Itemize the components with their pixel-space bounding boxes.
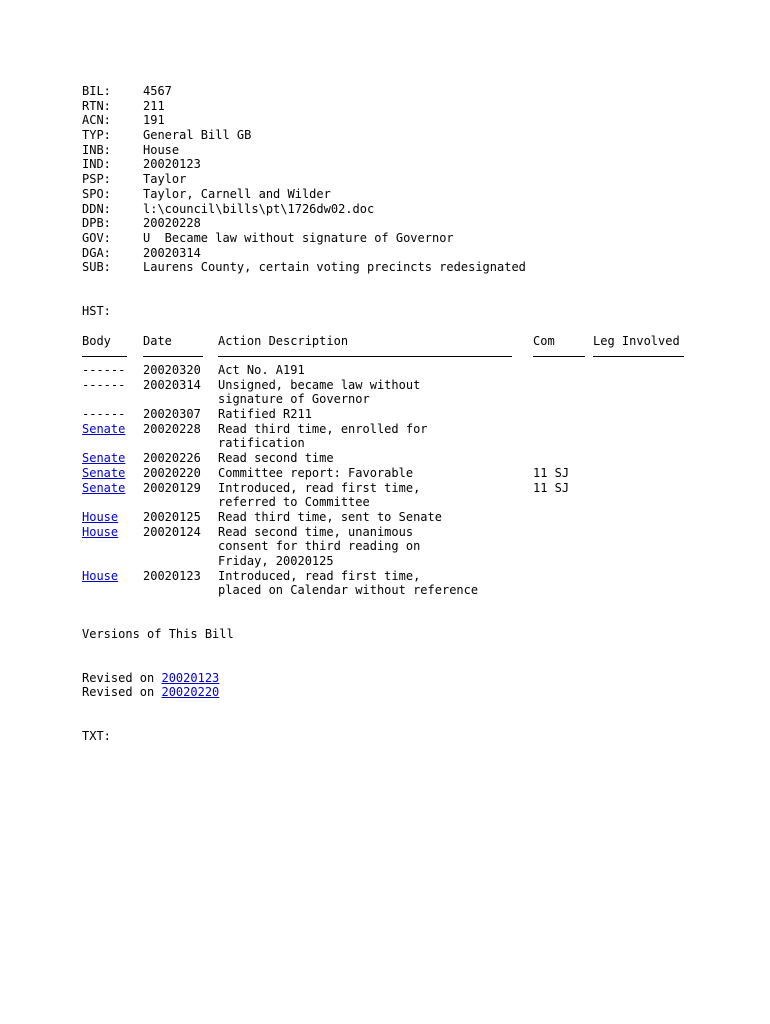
body-link[interactable]: House <box>82 568 119 583</box>
history-date: 20020320 <box>143 363 201 377</box>
field-key: DPB: <box>82 216 111 231</box>
header-action: Action Description <box>218 333 349 348</box>
header-com: Com <box>533 333 555 348</box>
field-key: IND: <box>82 157 111 172</box>
field-key: SUB: <box>82 260 111 275</box>
history-action: Read second time, unanimous <box>218 524 414 539</box>
body-link[interactable]: Senate <box>82 465 126 480</box>
history-com: 11 SJ <box>533 465 570 480</box>
history-date: 20020228 <box>143 421 201 436</box>
history-row <box>82 451 770 466</box>
history-date: 20020124 <box>143 524 201 539</box>
version-prefix: Revised on <box>82 670 162 685</box>
field-value: Taylor, Carnell and Wilder <box>143 186 331 201</box>
history-action: referred to Committee <box>218 495 370 510</box>
version-link[interactable]: 20020123 <box>161 670 220 685</box>
field-value: U Became law without signature of Governor <box>143 230 454 245</box>
header-body: Body <box>82 333 111 348</box>
divider <box>533 356 585 357</box>
field-key: GOV: <box>82 230 111 245</box>
history-action: Read second time <box>218 451 334 466</box>
field-value: 211 <box>143 98 165 113</box>
field-value: 20020123 <box>143 157 201 172</box>
divider <box>82 356 127 357</box>
history-action: Read third time, enrolled for <box>218 421 428 436</box>
field-row <box>82 113 770 128</box>
bill-fields <box>82 84 770 275</box>
history-date: 20020220 <box>143 465 201 480</box>
history-date: 20020314 <box>143 377 201 392</box>
version-link[interactable]: 20020220 <box>161 685 220 700</box>
versions-list <box>82 671 770 700</box>
field-value: General Bill GB <box>143 128 252 143</box>
field-key: ACN: <box>82 113 111 128</box>
field-value: House <box>143 142 180 157</box>
history-date: 20020307 <box>143 407 201 422</box>
field-key: DDN: <box>82 201 111 216</box>
field-row <box>82 84 770 99</box>
field-row <box>82 202 770 217</box>
header-leg: Leg Involved <box>593 333 680 348</box>
field-key: BIL: <box>82 84 111 98</box>
history-table <box>82 363 770 598</box>
field-key: TYP: <box>82 128 111 143</box>
versions-title: Versions of This Bill <box>82 627 234 642</box>
field-row <box>82 246 770 261</box>
header-underlines <box>82 348 770 363</box>
field-row <box>82 260 770 275</box>
history-row <box>82 525 770 569</box>
history-action: Ratified R211 <box>218 407 312 422</box>
body-text: ------ <box>82 377 126 392</box>
history-date: 20020226 <box>143 451 201 466</box>
body-link[interactable]: House <box>82 509 119 524</box>
txt-label: TXT: <box>82 729 111 744</box>
body-link[interactable]: Senate <box>82 421 126 436</box>
divider <box>593 356 684 357</box>
history-row <box>82 569 770 598</box>
hst-label: HST: <box>82 303 111 318</box>
history-action: Introduced, read first time, <box>218 568 421 583</box>
field-row <box>82 128 770 143</box>
version-prefix: Revised on <box>82 685 162 700</box>
field-value: 20020314 <box>143 245 201 260</box>
field-key: PSP: <box>82 172 111 187</box>
field-key: DGA: <box>82 245 111 260</box>
body-text: ------ <box>82 363 126 377</box>
history-action: consent for third reading on <box>218 539 421 554</box>
history-row <box>82 407 770 422</box>
field-key: INB: <box>82 142 111 157</box>
history-row <box>82 481 770 510</box>
body-link[interactable]: House <box>82 524 119 539</box>
history-row <box>82 378 770 407</box>
body-link[interactable]: Senate <box>82 480 126 495</box>
history-action: Act No. A191 <box>218 363 305 377</box>
history-action: Friday, 20020125 <box>218 554 334 568</box>
history-action: Unsigned, became law without <box>218 377 421 392</box>
history-action: ratification <box>218 436 305 451</box>
field-value: 191 <box>143 113 165 128</box>
divider <box>218 356 512 357</box>
field-row <box>82 99 770 114</box>
history-date: 20020123 <box>143 568 201 583</box>
history-com: 11 SJ <box>533 480 570 495</box>
history-row <box>82 363 770 378</box>
history-header <box>82 334 770 349</box>
history-action: placed on Calendar without reference <box>218 583 479 598</box>
bill-document <box>82 84 770 744</box>
history-row <box>82 510 770 525</box>
field-row <box>82 231 770 246</box>
field-value: 20020228 <box>143 216 201 231</box>
history-action: Introduced, read first time, <box>218 480 421 495</box>
field-value: Laurens County, certain voting precincts redesignated <box>143 260 526 275</box>
field-row <box>82 143 770 158</box>
field-row <box>82 172 770 187</box>
field-row <box>82 216 770 231</box>
field-row <box>82 187 770 202</box>
field-key: SPO: <box>82 186 111 201</box>
field-value: Taylor <box>143 172 187 187</box>
history-row <box>82 422 770 451</box>
body-text: ------ <box>82 407 126 422</box>
version-row <box>82 671 770 686</box>
body-link[interactable]: Senate <box>82 451 126 466</box>
field-value: l:\council\bills\pt\1726dw02.doc <box>143 201 375 216</box>
history-row <box>82 466 770 481</box>
field-row <box>82 157 770 172</box>
version-row <box>82 685 770 700</box>
field-value: 4567 <box>143 84 172 98</box>
history-action: signature of Governor <box>218 392 370 407</box>
history-date: 20020125 <box>143 509 201 524</box>
field-key: RTN: <box>82 98 111 113</box>
header-date: Date <box>143 333 172 348</box>
history-action: Read third time, sent to Senate <box>218 509 442 524</box>
history-date: 20020129 <box>143 480 201 495</box>
history-action: Committee report: Favorable <box>218 465 414 480</box>
divider <box>143 356 203 357</box>
